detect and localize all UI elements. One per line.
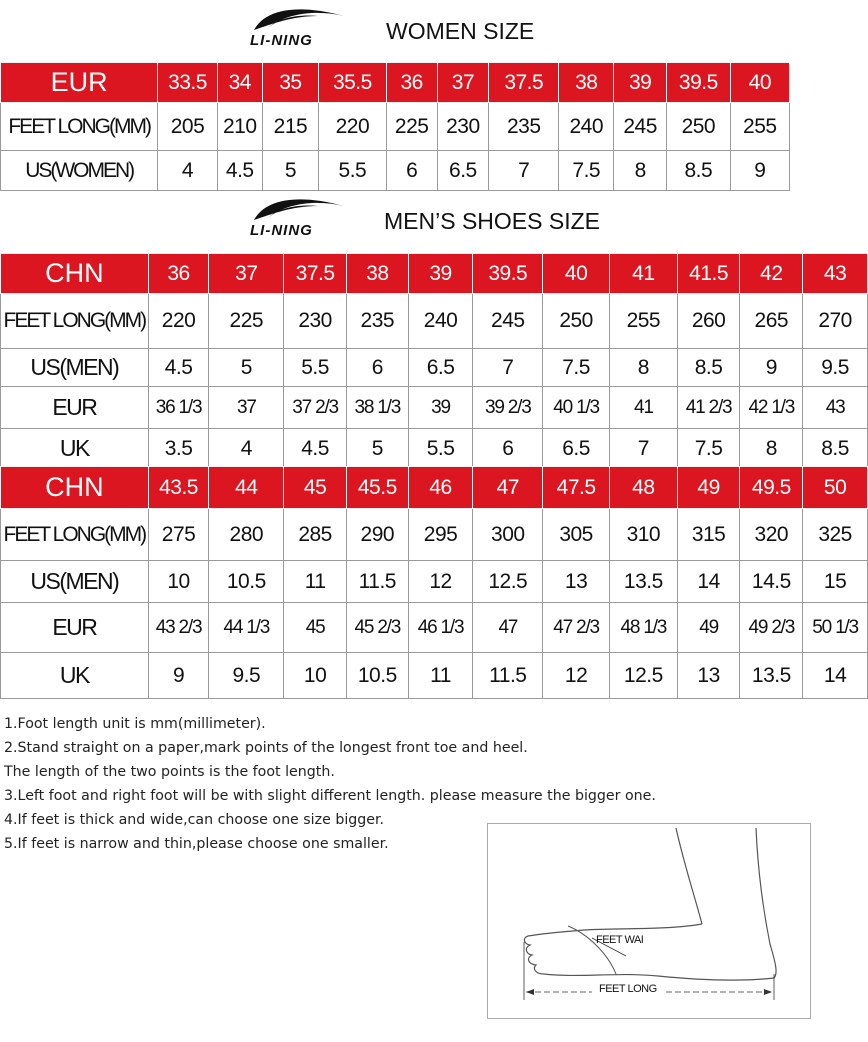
size-cell: 36: [386, 63, 437, 103]
size-cell: 8: [740, 429, 803, 469]
size-cell: 11: [408, 653, 473, 699]
size-cell: 38: [559, 63, 614, 103]
size-cell: 7.5: [543, 349, 610, 387]
size-cell: 315: [677, 509, 740, 561]
size-cell: 43: [803, 387, 868, 429]
size-cell: 7.5: [677, 429, 740, 469]
row-label: EUR: [1, 63, 158, 103]
size-row: [1, 151, 790, 191]
size-cell: 295: [408, 509, 473, 561]
size-cell: 9: [148, 653, 209, 699]
size-cell: 14: [677, 561, 740, 603]
size-cell: 34: [217, 63, 262, 103]
size-cell: 5.5: [318, 151, 386, 191]
foot-measure-diagram: [487, 823, 811, 1019]
feet-wai-label: FEET WAI: [596, 934, 644, 946]
size-cell: 49: [677, 603, 740, 653]
row-label: US(MEN): [1, 561, 149, 603]
size-cell: 12: [543, 653, 610, 699]
size-cell: 46: [408, 467, 473, 509]
size-cell: 46 1/3: [408, 603, 473, 653]
size-cell: 43.5: [148, 467, 209, 509]
size-cell: 255: [730, 103, 789, 151]
note-2: 2.Stand straight on a paper,mark points of the longest front toe and heel.: [4, 740, 528, 756]
row-label: FEET LONG(MM): [1, 509, 149, 561]
size-row: [1, 467, 868, 509]
size-cell: 12: [408, 561, 473, 603]
size-cell: 9.5: [209, 653, 284, 699]
size-cell: 35: [262, 63, 318, 103]
size-cell: 220: [318, 103, 386, 151]
size-row: [1, 603, 868, 653]
swoosh-icon: [248, 194, 348, 224]
size-cell: 12.5: [473, 561, 543, 603]
size-cell: 4: [209, 429, 284, 469]
size-cell: 41 2/3: [677, 387, 740, 429]
size-cell: 50: [803, 467, 868, 509]
size-cell: 3.5: [148, 429, 209, 469]
size-cell: 37: [209, 254, 284, 294]
row-label: US(MEN): [1, 349, 149, 387]
size-cell: 13.5: [609, 561, 677, 603]
size-row: [1, 653, 868, 699]
size-cell: 10.5: [346, 653, 408, 699]
size-cell: 10.5: [209, 561, 284, 603]
size-cell: 10: [148, 561, 209, 603]
size-cell: 290: [346, 509, 408, 561]
size-cell: 260: [677, 294, 740, 349]
li-ning-logo: [248, 194, 348, 240]
size-cell: 8.5: [667, 151, 731, 191]
women-header: [0, 0, 868, 56]
size-cell: 42 1/3: [740, 387, 803, 429]
women-size-table: [0, 62, 790, 191]
size-cell: 300: [473, 509, 543, 561]
size-row: [1, 349, 868, 387]
size-cell: 49.5: [740, 467, 803, 509]
row-label: CHN: [1, 254, 149, 294]
men-size-table-1: [0, 253, 868, 469]
size-cell: 48 1/3: [609, 603, 677, 653]
size-cell: 320: [740, 509, 803, 561]
size-cell: 7.5: [559, 151, 614, 191]
size-cell: 37.5: [489, 63, 559, 103]
size-cell: 5.5: [284, 349, 347, 387]
size-cell: 5: [346, 429, 408, 469]
size-cell: 235: [489, 103, 559, 151]
row-label: FEET LONG(MM): [1, 103, 158, 151]
size-cell: 14: [803, 653, 868, 699]
size-cell: 250: [667, 103, 731, 151]
row-label: UK: [1, 653, 149, 699]
size-row: [1, 387, 868, 429]
size-cell: 265: [740, 294, 803, 349]
size-cell: 50 1/3: [803, 603, 868, 653]
men-size-table-2: [0, 466, 868, 699]
size-cell: 39.5: [473, 254, 543, 294]
size-cell: 43: [803, 254, 868, 294]
size-cell: 310: [609, 509, 677, 561]
size-cell: 47.5: [543, 467, 610, 509]
row-label: US(WOMEN): [1, 151, 158, 191]
size-cell: 285: [284, 509, 347, 561]
size-cell: 270: [803, 294, 868, 349]
size-cell: 14.5: [740, 561, 803, 603]
size-cell: 225: [386, 103, 437, 151]
size-cell: 13: [677, 653, 740, 699]
size-cell: 6: [346, 349, 408, 387]
size-cell: 47: [473, 603, 543, 653]
size-cell: 35.5: [318, 63, 386, 103]
size-cell: 36 1/3: [148, 387, 209, 429]
size-cell: 37.5: [284, 254, 347, 294]
size-cell: 13.5: [740, 653, 803, 699]
note-3: 3.Left foot and right foot will be with slight different length. please measure the bigger one.: [4, 788, 656, 804]
size-cell: 8: [609, 349, 677, 387]
size-cell: 48: [609, 467, 677, 509]
size-cell: 225: [209, 294, 284, 349]
size-cell: 205: [158, 103, 217, 151]
size-cell: 36: [148, 254, 209, 294]
note-4: 4.If feet is thick and wide,can choose one size bigger.: [4, 812, 385, 828]
size-row: [1, 63, 790, 103]
row-label: EUR: [1, 387, 149, 429]
note-2-continued: The length of the two points is the foot length.: [4, 764, 335, 780]
size-cell: 210: [217, 103, 262, 151]
row-label: CHN: [1, 467, 149, 509]
men-title: MEN’S SHOES SIZE: [384, 208, 600, 234]
size-cell: 4.5: [148, 349, 209, 387]
size-cell: 230: [284, 294, 347, 349]
size-cell: 45: [284, 603, 347, 653]
size-cell: 240: [559, 103, 614, 151]
men-header: [0, 190, 868, 246]
size-cell: 38: [346, 254, 408, 294]
size-cell: 12.5: [609, 653, 677, 699]
size-cell: 4.5: [284, 429, 347, 469]
size-cell: 39 2/3: [473, 387, 543, 429]
size-cell: 41: [609, 387, 677, 429]
size-cell: 45: [284, 467, 347, 509]
row-label: EUR: [1, 603, 149, 653]
size-cell: 4: [158, 151, 217, 191]
size-cell: 6: [386, 151, 437, 191]
size-cell: 49: [677, 467, 740, 509]
size-cell: 44 1/3: [209, 603, 284, 653]
size-cell: 6.5: [543, 429, 610, 469]
size-cell: 38 1/3: [346, 387, 408, 429]
size-cell: 43 2/3: [148, 603, 209, 653]
size-cell: 11.5: [473, 653, 543, 699]
size-cell: 9: [730, 151, 789, 191]
size-cell: 11.5: [346, 561, 408, 603]
size-cell: 215: [262, 103, 318, 151]
size-row: [1, 254, 868, 294]
size-cell: 325: [803, 509, 868, 561]
size-cell: 6: [473, 429, 543, 469]
size-cell: 7: [489, 151, 559, 191]
size-cell: 5.5: [408, 429, 473, 469]
size-row: [1, 509, 868, 561]
swoosh-icon: [248, 4, 348, 34]
size-cell: 5: [209, 349, 284, 387]
size-cell: 280: [209, 509, 284, 561]
size-cell: 230: [437, 103, 489, 151]
note-5: 5.If feet is narrow and thin,please choose one smaller.: [4, 836, 389, 852]
size-cell: 240: [408, 294, 473, 349]
size-cell: 9: [740, 349, 803, 387]
size-row: [1, 429, 868, 469]
size-cell: 47: [473, 467, 543, 509]
size-cell: 8: [614, 151, 667, 191]
size-cell: 245: [614, 103, 667, 151]
size-cell: 37: [437, 63, 489, 103]
size-cell: 5: [262, 151, 318, 191]
women-title: WOMEN SIZE: [386, 18, 535, 44]
size-row: [1, 103, 790, 151]
size-cell: 8.5: [677, 349, 740, 387]
size-cell: 41: [609, 254, 677, 294]
size-cell: 220: [148, 294, 209, 349]
size-cell: 11: [284, 561, 347, 603]
size-cell: 10: [284, 653, 347, 699]
size-cell: 39: [614, 63, 667, 103]
size-cell: 40: [543, 254, 610, 294]
size-cell: 40: [730, 63, 789, 103]
size-cell: 49 2/3: [740, 603, 803, 653]
size-cell: 7: [609, 429, 677, 469]
size-cell: 7: [473, 349, 543, 387]
size-cell: 250: [543, 294, 610, 349]
size-cell: 44: [209, 467, 284, 509]
row-label: FEET LONG(MM): [1, 294, 149, 349]
size-cell: 45 2/3: [346, 603, 408, 653]
size-row: [1, 294, 868, 349]
brand-name: LI-NING: [250, 222, 313, 239]
size-cell: 40 1/3: [543, 387, 610, 429]
size-cell: 37: [209, 387, 284, 429]
size-cell: 39.5: [667, 63, 731, 103]
size-cell: 235: [346, 294, 408, 349]
size-cell: 33.5: [158, 63, 217, 103]
note-1: 1.Foot length unit is mm(millimeter).: [4, 716, 266, 732]
brand-name: LI-NING: [250, 32, 313, 49]
size-cell: 15: [803, 561, 868, 603]
size-cell: 6.5: [437, 151, 489, 191]
size-row: [1, 561, 868, 603]
size-cell: 4.5: [217, 151, 262, 191]
size-cell: 39: [408, 254, 473, 294]
size-cell: 6.5: [408, 349, 473, 387]
size-cell: 45.5: [346, 467, 408, 509]
size-cell: 255: [609, 294, 677, 349]
size-cell: 41.5: [677, 254, 740, 294]
size-cell: 13: [543, 561, 610, 603]
size-cell: 42: [740, 254, 803, 294]
row-label: UK: [1, 429, 149, 469]
size-cell: 37 2/3: [284, 387, 347, 429]
size-cell: 275: [148, 509, 209, 561]
size-cell: 47 2/3: [543, 603, 610, 653]
size-cell: 8.5: [803, 429, 868, 469]
size-cell: 245: [473, 294, 543, 349]
size-cell: 305: [543, 509, 610, 561]
size-cell: 39: [408, 387, 473, 429]
feet-long-label: FEET LONG: [596, 983, 660, 995]
li-ning-logo: [248, 4, 348, 50]
size-cell: 9.5: [803, 349, 868, 387]
